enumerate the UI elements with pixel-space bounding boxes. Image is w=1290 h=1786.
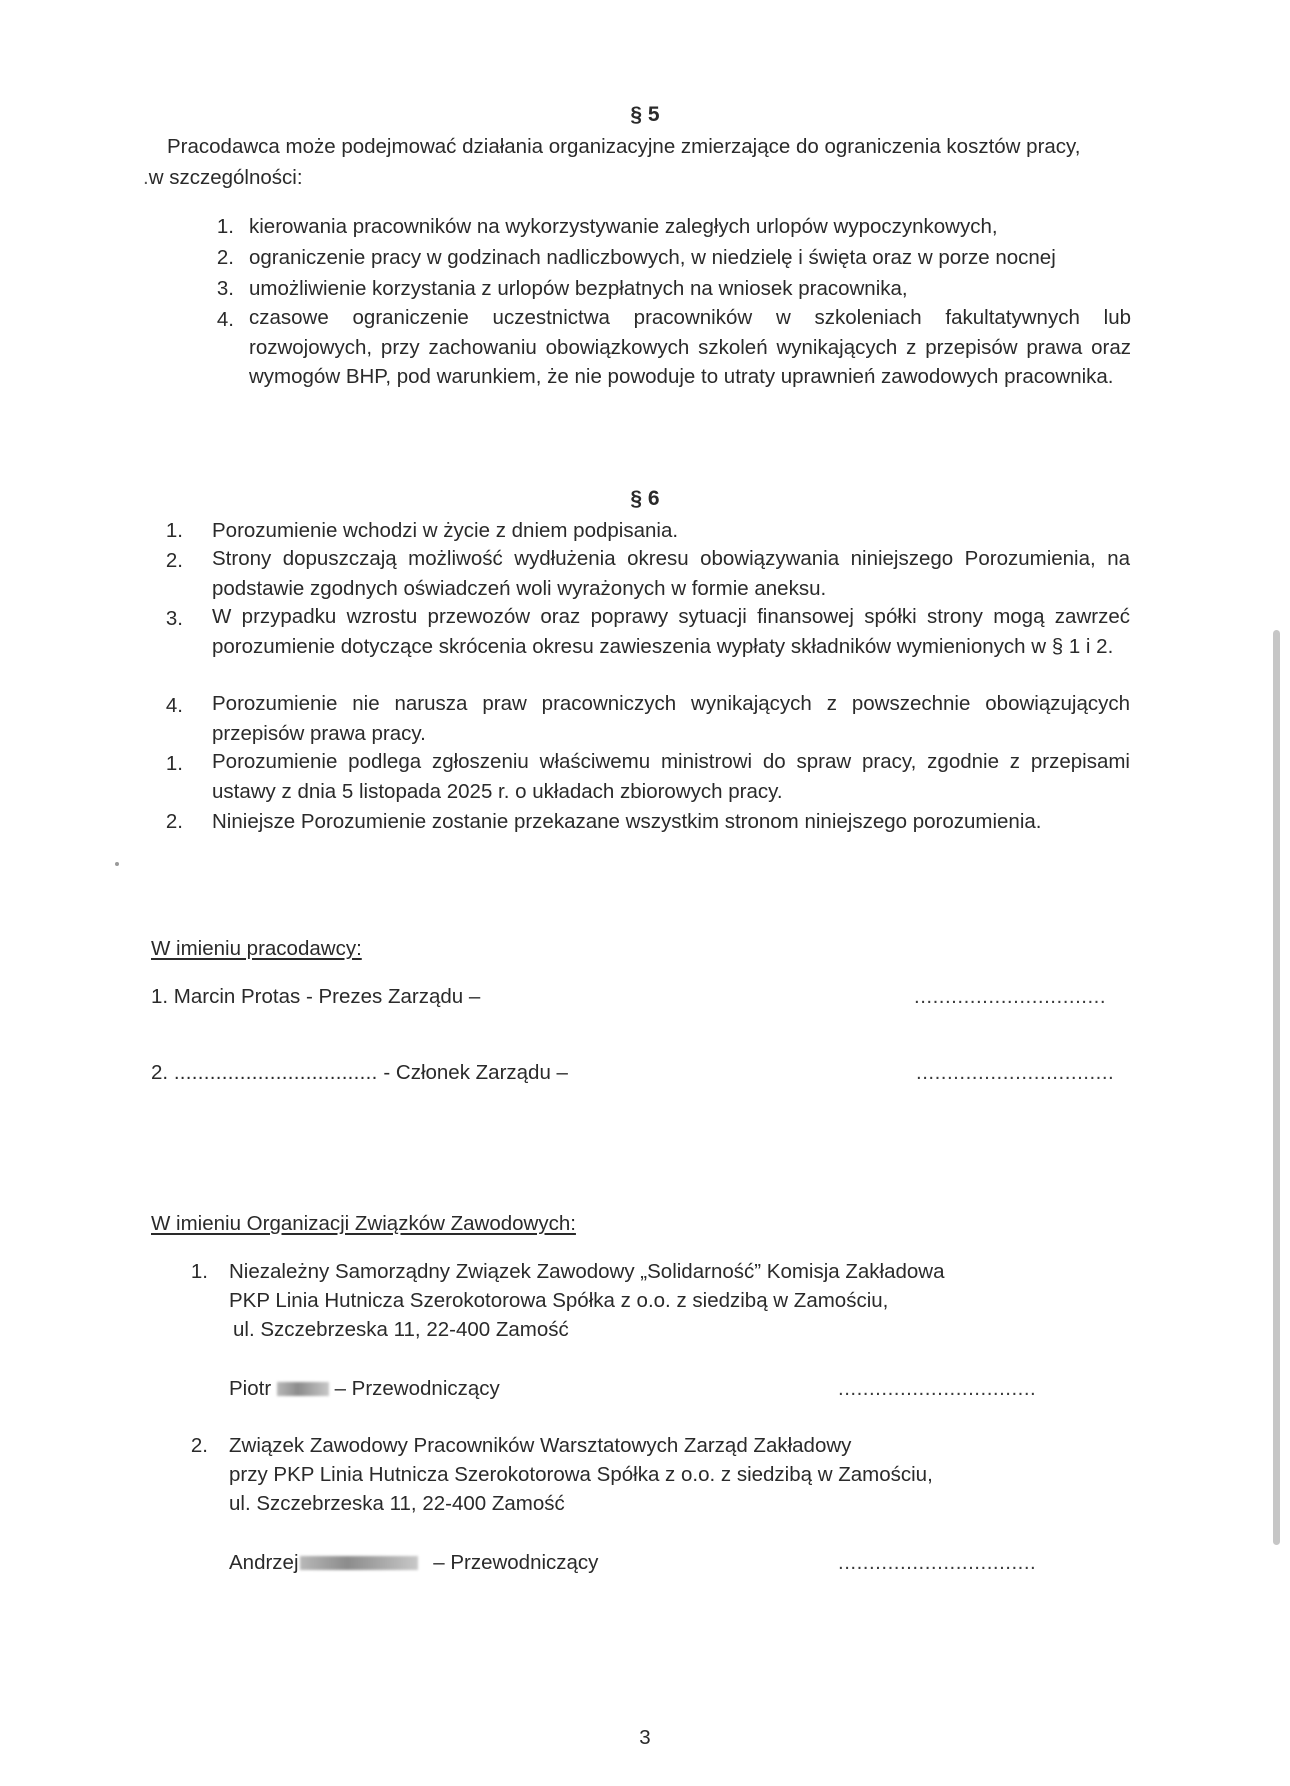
employer-signer-2-role: - Członek Zarządu – (383, 1061, 568, 1084)
section-5-heading: § 5 (630, 103, 660, 126)
list-item: kierowania pracowników na wykorzystywanie zaległych urlopów wypoczynkowych, (249, 215, 998, 238)
employer-heading: W imieniu pracodawcy: (151, 937, 362, 960)
union-signer (229, 1551, 598, 1575)
signer-role: – Przewodniczący (334, 1377, 500, 1400)
page-number: 3 (639, 1726, 651, 1749)
list-item: ograniczenie pracy w godzinach nadliczbowych, w niedzielę i święta oraz w porze nocnej (249, 246, 1056, 269)
signer-role: – Przewodniczący (433, 1551, 599, 1574)
list-item: czasowe ograniczenie uczestnictwa pracowników w szkoleniach fakultatywnych lub rozwojowych, przy zachowaniu obowiązkowych szkoleń wynikających z przepisów prawa oraz wymogów BHP, pod warunkiem, że nie powoduje to utraty uprawnień zawodowych pracownika. (249, 306, 1131, 388)
list-number: 1. (165, 519, 183, 542)
name-blank: .................................. (173, 1061, 378, 1084)
list-item: umożliwienie korzystania z urlopów bezpłatnych na wniosek pracownika, (249, 277, 908, 300)
signature-line: ................................ (838, 1551, 1037, 1574)
scrollbar[interactable] (1273, 630, 1280, 1545)
unions-heading: W imieniu Organizacji Związków Zawodowych: (151, 1212, 576, 1235)
union-name-line: przy PKP Linia Hutnicza Szerokotorowa Spółka z o.o. z siedzibą w Zamościu, (229, 1463, 933, 1486)
list-number: 1. (216, 215, 234, 238)
list-item: Porozumienie podlega zgłoszeniu właściwemu ministrowi do spraw pracy, zgodnie z przepisami ustawy z dnia 5 listopada 2025 r. o układach zbiorowych pracy. (212, 750, 1130, 803)
list-item: Porozumienie wchodzi w życie z dniem podpisania. (212, 519, 679, 542)
employer-signer-2-number: 2. (151, 1061, 169, 1084)
scan-speck (115, 862, 119, 866)
list-item: Niniejsze Porozumienie zostanie przekazane wszystkim stronom niniejszego porozumienia. (212, 810, 1042, 833)
employer-signer-2 (151, 1061, 568, 1085)
section-5-intro-line2: .w szczególności: (143, 166, 303, 189)
section-5-intro-text: w szczególności: (148, 166, 303, 189)
signature-line: ............................... (914, 985, 1107, 1008)
signature-line: ................................ (838, 1377, 1037, 1400)
list-item: W przypadku wzrostu przewozów oraz poprawy sytuacji finansowej spółki strony mogą zawrzeć porozumienie dotyczące skrócenia okresu zawieszenia wypłaty składników wymienionych w § 1 i 2. (212, 605, 1130, 658)
list-number: 4. (165, 694, 183, 717)
union-signer (229, 1377, 500, 1401)
signature-line: ................................ (916, 1061, 1115, 1084)
list-number: 1. (190, 1260, 208, 1283)
list-number: 3. (216, 277, 234, 300)
signer-name: Piotr (229, 1377, 272, 1400)
list-number: 2. (190, 1434, 208, 1457)
redacted-surname (277, 1382, 329, 1396)
union-name-line: Niezależny Samorządny Związek Zawodowy „Solidarność” Komisja Zakładowa (229, 1260, 945, 1283)
union-name-line: PKP Linia Hutnicza Szerokotorowa Spółka z o.o. z siedzibą w Zamościu, (229, 1289, 889, 1312)
list-item: Porozumienie nie narusza praw pracowniczych wynikających z powszechnie obowiązujących przepisów prawa pracy. (212, 692, 1130, 745)
union-address: ul. Szczebrzeska 11, 22-400 Zamość (233, 1318, 569, 1341)
union-address: ul. Szczebrzeska 11, 22-400 Zamość (229, 1492, 565, 1515)
list-number: 2. (165, 549, 183, 572)
section-5-intro-line1: Pracodawca może podejmować działania organizacyjne zmierzające do ograniczenia kosztów pracy, (167, 135, 1081, 158)
employer-signer-1: 1. Marcin Protas - Prezes Zarządu – (151, 985, 481, 1008)
redacted-surname (300, 1556, 418, 1570)
union-name-line: Związek Zawodowy Pracowników Warsztatowych Zarząd Zakładowy (229, 1434, 852, 1457)
list-number: 3. (165, 607, 183, 630)
list-number: 4. (216, 308, 234, 331)
list-number: 2. (216, 246, 234, 269)
list-number: 2. (165, 810, 183, 833)
signer-name: Andrzej (229, 1551, 299, 1574)
list-number: 1. (165, 752, 183, 775)
section-6-heading: § 6 (630, 487, 660, 510)
list-item: Strony dopuszczają możliwość wydłużenia okresu obowiązywania niniejszego Porozumienia, na podstawie zgodnych oświadczeń woli wyrażonych w formie aneksu. (212, 547, 1130, 600)
